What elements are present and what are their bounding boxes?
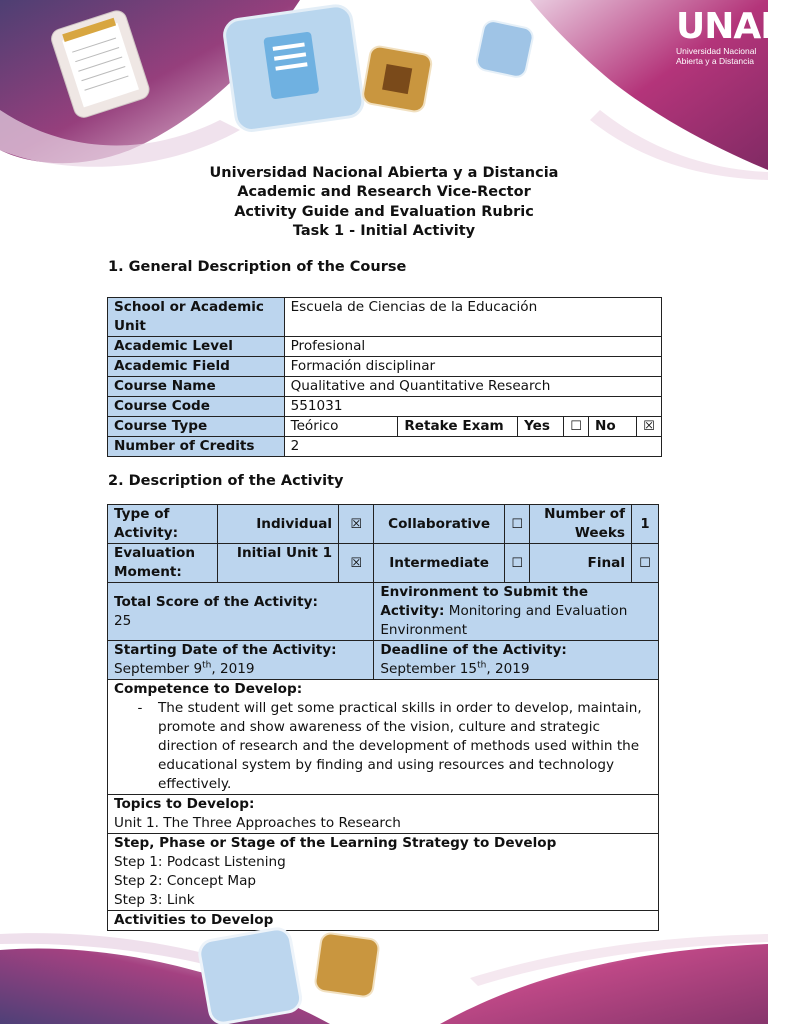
starting-date-day: September 9 — [114, 661, 203, 677]
yes-label: Yes — [518, 417, 564, 437]
footer-decoration — [0, 920, 768, 1024]
level-label: Academic Level — [108, 337, 285, 357]
course-code-value: 551031 — [284, 397, 661, 417]
topics-label: Topics to Develop: — [114, 796, 255, 812]
logo-line-1: Universidad Nacional — [676, 46, 757, 56]
number-of-weeks-label: Number of Weeks — [530, 505, 632, 544]
individual-checkbox[interactable]: ☒ — [339, 505, 374, 544]
table-row — [108, 437, 662, 457]
table-row — [108, 583, 659, 641]
document-title — [0, 164, 768, 241]
topics-value: Unit 1. The Three Approaches to Research — [114, 815, 401, 831]
title-line-2: Academic and Research Vice-Rector — [237, 184, 531, 201]
course-name-value: Qualitative and Quantitative Research — [284, 377, 661, 397]
course-name-label: Course Name — [108, 377, 285, 397]
table-row — [108, 795, 659, 834]
environment-label: Environment to Submit the Activity: — [380, 584, 589, 619]
credits-value: 2 — [284, 437, 661, 457]
table-row — [108, 377, 662, 397]
topics-cell — [108, 795, 659, 834]
deadline-suffix: th — [477, 660, 487, 671]
header-decoration — [0, 0, 789, 175]
section-2-heading: 2. Description of the Activity — [108, 473, 344, 489]
course-type-label: Course Type — [108, 417, 285, 437]
starting-date-value — [114, 660, 367, 679]
final-label: Final — [530, 544, 632, 583]
deadline-cell — [374, 641, 659, 680]
competence-item — [114, 699, 652, 794]
section-1-heading: 1. General Description of the Course — [108, 259, 407, 275]
steps-label: Step, Phase or Stage of the Learning Strategy to Develop — [114, 835, 557, 851]
title-line-4: Task 1 - Initial Activity — [292, 222, 476, 239]
table-row — [108, 834, 659, 911]
intermediate-label: Intermediate — [374, 544, 505, 583]
step-item: Step 2: Concept Map — [114, 873, 257, 889]
starting-date-year: , 2019 — [211, 661, 255, 677]
school-label: School or Academic Unit — [108, 298, 285, 337]
credits-label: Number of Credits — [108, 437, 285, 457]
table-row — [108, 641, 659, 680]
initial-checkbox[interactable]: ☒ — [339, 544, 374, 583]
retake-exam-label: Retake Exam — [398, 417, 518, 437]
starting-date-cell — [108, 641, 374, 680]
environment-value: Monitoring and Evaluation Environment — [380, 603, 628, 638]
individual-label: Individual — [217, 505, 338, 544]
course-code-label: Course Code — [108, 397, 285, 417]
starting-date-suffix: th — [202, 660, 212, 671]
deadline-day: September 15 — [380, 661, 478, 677]
activities-label: Activities to Develop — [108, 911, 659, 931]
yes-checkbox[interactable]: ☐ — [564, 417, 589, 437]
table-row — [108, 680, 659, 795]
number-of-weeks-value: 1 — [632, 505, 659, 544]
table-row — [108, 544, 659, 583]
deadline-value — [380, 660, 652, 679]
logo-line-2: Abierta y a Distancia — [676, 56, 754, 66]
deadline-label: Deadline of the Activity: — [380, 642, 567, 658]
step-item: Step 3: Link — [114, 892, 195, 908]
total-score-value: 25 — [114, 612, 132, 629]
field-value: Formación disciplinar — [284, 357, 661, 377]
table-row — [108, 357, 662, 377]
level-value: Profesional — [284, 337, 661, 357]
steps-cell — [108, 834, 659, 911]
no-checkbox[interactable]: ☒ — [636, 417, 661, 437]
activity-description-table — [107, 504, 659, 931]
no-label: No — [589, 417, 637, 437]
intermediate-checkbox[interactable]: ☐ — [504, 544, 530, 583]
type-of-activity-label: Type of Activity: — [108, 505, 218, 544]
collaborative-label: Collaborative — [374, 505, 505, 544]
bullet-dash: - — [137, 700, 143, 716]
title-line-1: Universidad Nacional Abierta y a Distancia — [209, 165, 559, 181]
total-score-cell — [108, 583, 374, 641]
competence-label: Competence to Develop: — [114, 681, 303, 697]
unad-logo — [676, 6, 789, 74]
table-row — [108, 417, 662, 437]
table-row — [108, 337, 662, 357]
starting-date-label: Starting Date of the Activity: — [114, 642, 337, 658]
final-checkbox[interactable]: ☐ — [632, 544, 659, 583]
initial-label: Initial Unit 1 — [217, 544, 338, 583]
table-row — [108, 298, 662, 337]
table-row — [108, 505, 659, 544]
evaluation-moment-label: Evaluation Moment: — [108, 544, 218, 583]
competence-text: The student will get some practical skills in order to develop, maintain, promote and show awareness of the vision, culture and strategic direction of research and the development of methods used within the educational system by finding and using resources and technology effectively. — [158, 700, 642, 792]
school-value: Escuela de Ciencias de la Educación — [284, 298, 661, 337]
total-score-label: Total Score of the Activity: — [114, 593, 318, 610]
step-item: Step 1: Podcast Listening — [114, 854, 286, 870]
collaborative-checkbox[interactable]: ☐ — [504, 505, 530, 544]
course-type-value: Teórico — [284, 417, 398, 437]
title-line-3: Activity Guide and Evaluation Rubric — [234, 203, 534, 220]
environment-cell — [374, 583, 659, 641]
field-label: Academic Field — [108, 357, 285, 377]
competence-cell — [108, 680, 659, 795]
table-row — [108, 397, 662, 417]
logo-mark: UNAD — [676, 6, 789, 47]
deadline-year: , 2019 — [486, 661, 530, 677]
course-description-table — [107, 297, 662, 457]
